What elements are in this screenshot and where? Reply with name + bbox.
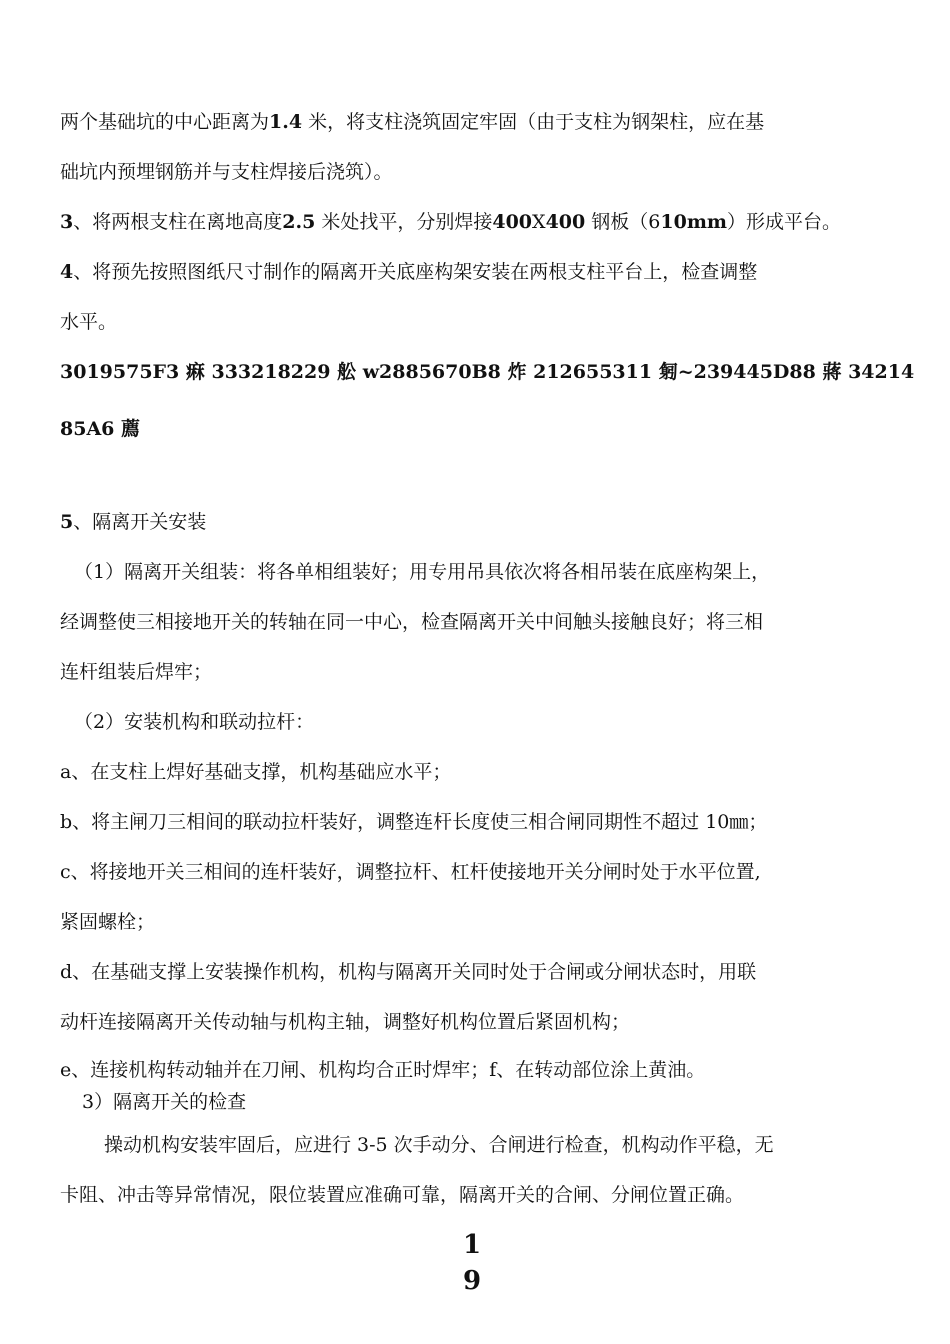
sub-item-e-f: e、连接机构转动轴并在刀闸、机构均合正时焊牢；f、在转动部位涂上黄油。 <box>60 1059 706 1081</box>
step-4-line: 4、将预先按照图纸尺寸制作的隔离开关底座构架安装在两根支柱平台上，检查调整 <box>60 261 758 283</box>
step-3-line: 3、将两根支柱在离地高度2.5 米处找平，分别焊接400X400 钢板（610mm）形成平台。 <box>60 211 842 233</box>
text-line-5: 水平。 <box>60 311 118 333</box>
item-3-line-1: 操动机构安装牢固后，应进行 3-5 次手动分、合闸进行检查，机构动作平稳，无 <box>104 1134 774 1156</box>
sub-item-b: b、将主闸刀三相间的联动拉杆装好，调整连杆长度使三相合闸同期性不超过 10㎜； <box>60 811 768 833</box>
sub-item-c-line-1: c、将接地开关三相间的连杆装好，调整拉杆、杠杆使接地开关分闸时处于水平位置, <box>60 861 761 883</box>
sub-item-c-line-2: 紧固螺栓； <box>60 911 156 933</box>
sub-item-d-line-2: 动杆连接隔离开关传动轴与机构主轴，调整好机构位置后紧固机构； <box>60 1011 631 1033</box>
garbled-code-line-1: 3019575F3 痳 333218229 舩 w2885670B8 炸 212655311 匑~239445D88 蔣 34214 <box>60 361 915 383</box>
page-number-digit-1: 1 <box>462 1230 482 1260</box>
item-1-line-3: 连杆组装后焊牢； <box>60 661 213 683</box>
text-line-2: 础坑内预埋钢筋并与支柱焊接后浇筑）。 <box>60 161 393 183</box>
sub-item-d-line-1: d、在基础支撑上安装操作机构，机构与隔离开关同时处于合闸或分闸状态时，用联 <box>60 961 757 983</box>
item-3-heading: 3）隔离开关的检查 <box>82 1091 247 1113</box>
page-number-digit-2: 9 <box>462 1266 482 1296</box>
item-1-line-1: （1）隔离开关组装：将各单相组装好；用专用吊具依次将各相吊装在底座构架上， <box>74 561 771 583</box>
sub-item-a: a、在支柱上焊好基础支撑，机构基础应水平； <box>60 761 452 783</box>
text-line-1: 两个基础坑的中心距离为1.4 米，将支柱浇筑固定牢固（由于支柱为钢架柱，应在基 <box>60 111 765 133</box>
item-2-heading: （2）安装机构和联动拉杆： <box>74 711 315 733</box>
item-3-line-2: 卡阻、冲击等异常情况，限位装置应准确可靠，隔离开关的合闸、分闸位置正确。 <box>60 1184 745 1206</box>
item-1-line-2: 经调整使三相接地开关的转轴在同一中心，检查隔离开关中间触头接触良好；将三相 <box>60 611 764 633</box>
garbled-code-line-2: 85A6 薦 <box>60 418 141 440</box>
section-5-heading: 5、隔离开关安装 <box>60 511 207 533</box>
